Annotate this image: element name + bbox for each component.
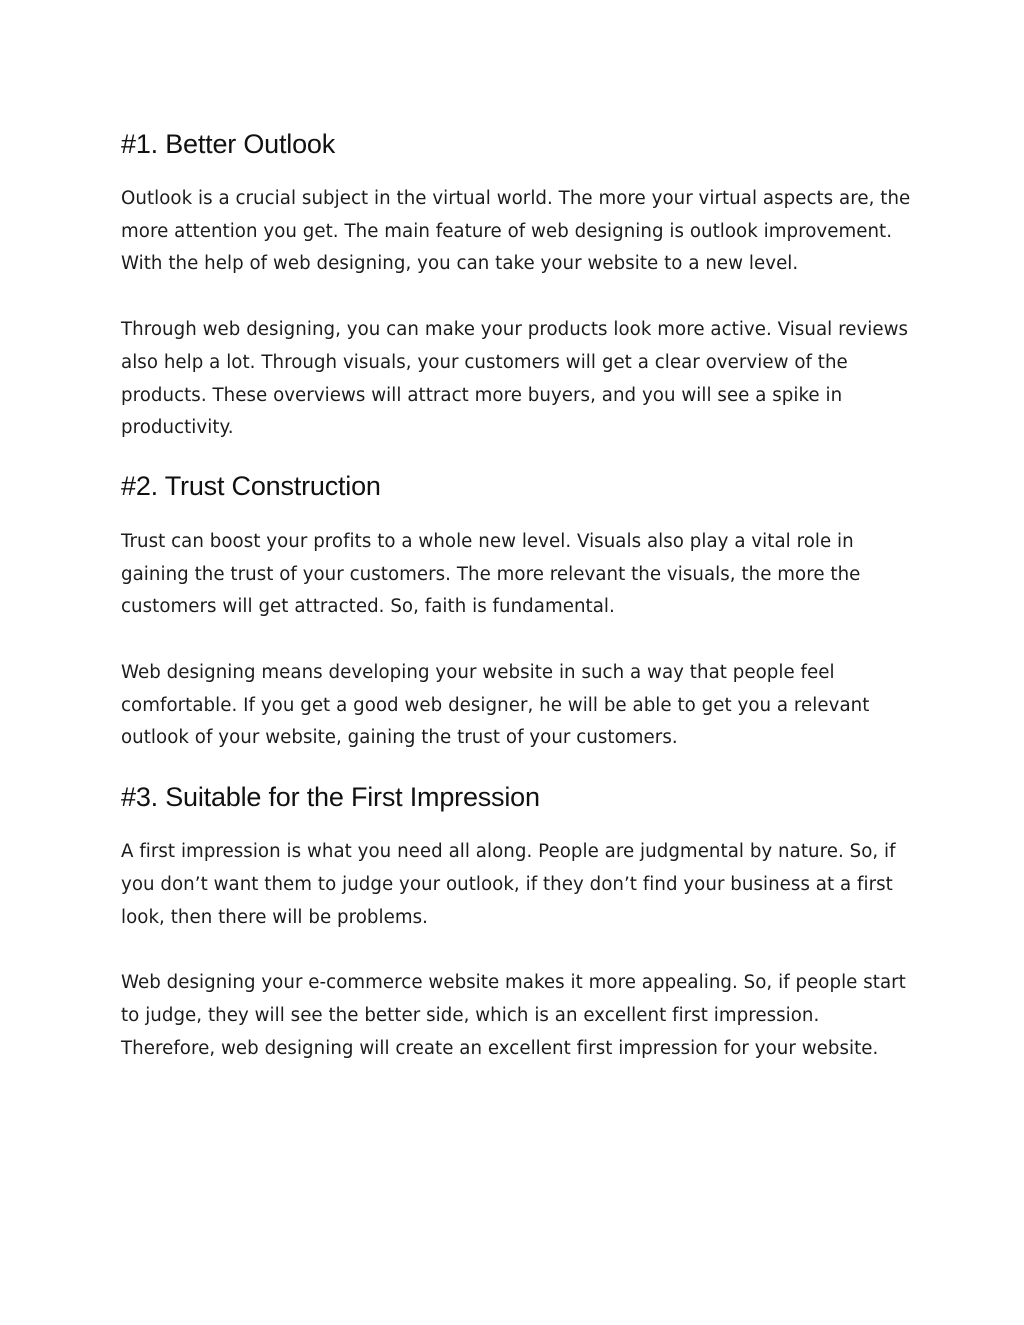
section-heading-trust-construction: #2. Trust Construction bbox=[121, 470, 381, 501]
paragraph-impression-intro: A first impression is what you need all along. People are judgmental by nature. So, if you don’t want them to judge your outlook, if they don’t find your business at a first look, then there will be problems. bbox=[121, 841, 896, 928]
section-heading-better-outlook: #1. Better Outlook bbox=[121, 129, 336, 159]
document-content bbox=[121, 124, 911, 1065]
paragraph-trust-designer: Web designing means developing your website in such a way that people feel comfortable. If you get a good web designer, he will be able to get you a relevant outlook of your website, gaining the trust of your customers. bbox=[121, 662, 870, 749]
paragraph-outlook-intro: Outlook is a crucial subject in the virtual world. The more your virtual aspects are, the more attention you get. The main feature of web designing is outlook improvement. With the help of web designing, you can take your website to a new level. bbox=[121, 188, 911, 275]
paragraph-impression-ecommerce: Web designing your e-commerce website makes it more appealing. So, if people start to judge, they will see the better side, which is an excellent first impression. Therefore, web designing will create an excellent first impression for your website. bbox=[121, 972, 906, 1059]
paragraph-outlook-products: Through web designing, you can make your products look more active. Visual reviews also help a lot. Through visuals, your customers will get a clear overview of the products. These overviews will attract more buyers, and you will see a spike in productivity. bbox=[121, 319, 909, 439]
paragraph-trust-intro: Trust can boost your profits to a whole new level. Visuals also play a vital role in gaining the trust of your customers. The more relevant the visuals, the more the customers will get attracted. So, faith is fundamental. bbox=[121, 530, 861, 618]
section-heading-first-impression: #3. Suitable for the First Impression bbox=[121, 782, 540, 813]
